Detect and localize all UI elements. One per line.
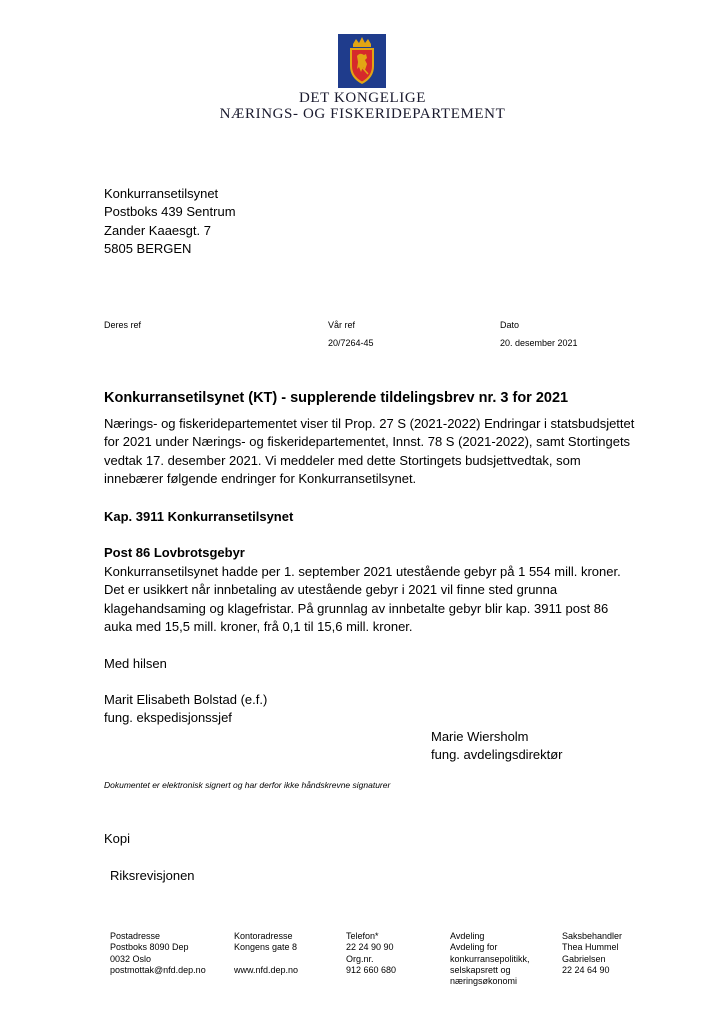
paragraph-line: for 2021 under Nærings- og fiskeridepartementet, Innst. 78 S (2021-2022), samt Stortingets bbox=[104, 434, 631, 450]
dato-value: 20. desember 2021 bbox=[500, 338, 578, 348]
footer-line: konkurransepolitikk, bbox=[450, 953, 530, 964]
footer-line bbox=[234, 954, 298, 965]
footer-line: 0032 Oslo bbox=[110, 953, 152, 964]
footer-heading: Kontoradresse bbox=[234, 931, 293, 941]
copy-recipient: Riksrevisjonen bbox=[110, 868, 195, 883]
footer-line: næringsøkonomi bbox=[450, 976, 518, 987]
post-paragraph bbox=[104, 563, 664, 636]
footer-heading: Telefon* bbox=[346, 931, 379, 941]
recipient-line: Zander Kaaesgt. 7 bbox=[104, 222, 211, 238]
footer-line: Kongens gate 8 bbox=[234, 942, 298, 953]
signer1-title: fung. ekspedisjonssjef bbox=[104, 710, 232, 725]
paragraph-line: klagehandsaming og klagefristar. På grunnlag av innbetalte gebyr blir kap. 3911 post 86 bbox=[104, 600, 609, 616]
footer-telefon bbox=[346, 931, 396, 976]
paragraph-line: innebærer følgende endringer for Konkurransetilsynet. bbox=[104, 470, 417, 486]
var-ref-value: 20/7264-45 bbox=[328, 338, 374, 348]
recipient-address bbox=[104, 185, 236, 258]
coat-of-arms-logo bbox=[338, 34, 386, 88]
footer-line: 912 660 680 bbox=[346, 964, 397, 975]
letter-title: Konkurransetilsynet (KT) - supplerende tildelingsbrev nr. 3 for 2021 bbox=[104, 390, 569, 406]
dato-label: Dato bbox=[500, 320, 520, 330]
greeting: Med hilsen bbox=[104, 656, 167, 671]
footer-heading: Saksbehandler bbox=[562, 931, 623, 941]
footer-heading: Postadresse bbox=[110, 931, 161, 941]
post-heading: Post 86 Lovbrotsgebyr bbox=[104, 545, 245, 560]
intro-paragraph bbox=[104, 415, 664, 488]
footer-line: Postboks 8090 Dep bbox=[110, 942, 189, 953]
paragraph-line: vedtak 17. desember 2021. Vi meddeler med dette Stortingets budsjettvedtak, som bbox=[104, 452, 581, 468]
footer-kontoradresse bbox=[234, 931, 298, 976]
copy-label: Kopi bbox=[104, 831, 131, 846]
recipient-line: Konkurransetilsynet bbox=[104, 186, 219, 201]
signer1-name: Marit Elisabeth Bolstad (e.f.) bbox=[104, 692, 268, 707]
footer-line: Org.nr. bbox=[346, 953, 374, 964]
paragraph-line: Nærings- og fiskeridepartementet viser til Prop. 27 S (2021-2022) Endringar i statsbudsjettet bbox=[104, 416, 635, 431]
signature-note: Dokumentet er elektronisk signert og har derfor ikke håndskrevne signaturer bbox=[104, 780, 391, 790]
var-ref-label: Vår ref bbox=[328, 320, 356, 330]
paragraph-line: Det er usikkert når innbetaling av utestående gebyr i 2021 vil finne sted grunna bbox=[104, 582, 558, 598]
footer-heading: Avdeling bbox=[450, 931, 485, 941]
signer2-name: Marie Wiersholm bbox=[431, 729, 529, 744]
footer-website: www.nfd.dep.no bbox=[234, 964, 299, 975]
footer-line: Avdeling for bbox=[450, 942, 498, 953]
recipient-line: 5805 BERGEN bbox=[104, 240, 192, 256]
footer-line: 22 24 90 90 bbox=[346, 942, 394, 953]
signer2-title: fung. avdelingsdirektør bbox=[431, 747, 563, 762]
deres-ref-label: Deres ref bbox=[104, 320, 142, 330]
footer-avdeling bbox=[450, 931, 530, 987]
footer-line: selskapsrett og bbox=[450, 964, 511, 975]
footer-line: Gabrielsen bbox=[562, 953, 606, 964]
paragraph-line: Konkurransetilsynet hadde per 1. september 2021 utestående gebyr på 1 554 mill. kroner. bbox=[104, 564, 621, 579]
letterhead-line2: NÆRINGS- OG FISKERIDEPARTEMENT bbox=[219, 106, 506, 122]
footer-line: Thea Hummel bbox=[562, 942, 619, 953]
recipient-line: Postboks 439 Sentrum bbox=[104, 204, 236, 220]
footer-email: postmottak@nfd.dep.no bbox=[110, 964, 206, 975]
footer-postadresse bbox=[110, 931, 206, 976]
footer-saksbehandler bbox=[562, 931, 622, 976]
letterhead-line1: DET KONGELIGE bbox=[298, 90, 427, 106]
kap-heading: Kap. 3911 Konkurransetilsynet bbox=[104, 509, 294, 524]
footer-line: 22 24 64 90 bbox=[562, 964, 610, 975]
paragraph-line: auka med 15,5 mill. kroner, frå 0,1 til 15,6 mill. kroner. bbox=[104, 618, 413, 634]
